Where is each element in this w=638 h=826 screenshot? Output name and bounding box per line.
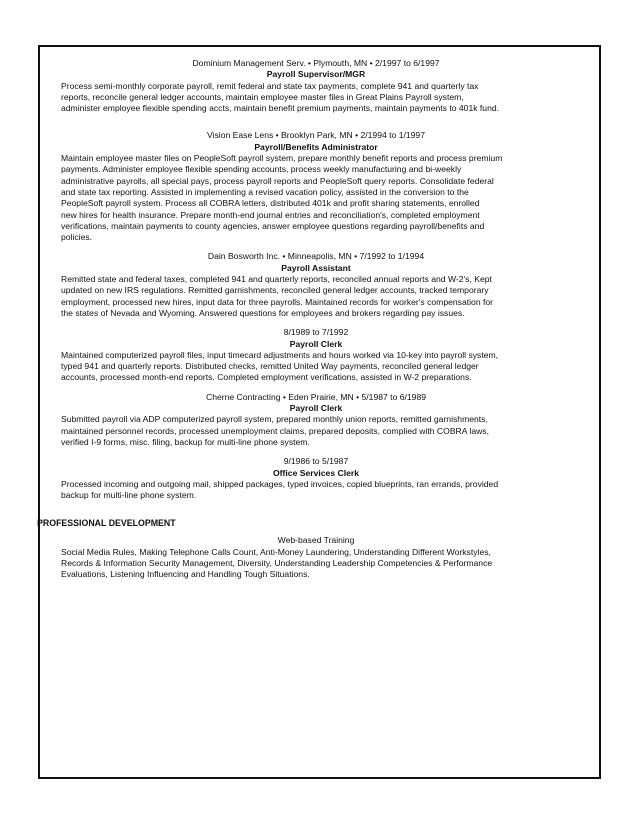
training-line: Social Media Rules, Making Telephone Calls Count, Anti-Money Laundering, Understanding Different Workstyles, [61, 546, 491, 557]
job-title: Payroll Clerk [289, 338, 343, 349]
job-desc-line: policies. [61, 232, 93, 243]
job-entry-cherne [61, 392, 571, 448]
job-entry-1986 [61, 456, 571, 501]
job-entry-dain-bosworth [61, 251, 571, 319]
job-title: Payroll Supervisor/MGR [266, 69, 366, 80]
training-line: Evaluations, Listening Influencing and Handling Tough Situations. [61, 569, 310, 580]
job-header: Dominium Management Serv. • Plymouth, MN • 2/1997 to 6/1997 [192, 58, 440, 68]
job-desc-line: reports, reconcile general ledger accounts, maintain employee master files in Great Plains Payroll system, [61, 91, 464, 102]
job-desc-line: backup for multi-line phone system. [61, 490, 197, 501]
job-desc-line: Process semi-monthly corporate payroll, remit federal and state tax payments, complete 941 and quarterly tax [61, 80, 479, 91]
job-desc-line: administer employee flexible spending accts, maintain benefit premium payments, maintain payments to 401k fund. [61, 103, 500, 114]
job-title: Payroll Assistant [281, 262, 351, 273]
job-title: Payroll/Benefits Administrator [254, 141, 378, 152]
job-desc-line: Maintained computerized payroll files, input timecard adjustments and hours worked via 10-key into payroll system, [61, 349, 499, 360]
job-desc-line: new hires for health insurance. Prepare month-end journal entries and reconciliation's, completed employment [61, 209, 480, 220]
job-desc-line: accounts, processed month-end reports. Completed employment verifications, assisted in W-2 preparations. [61, 372, 472, 383]
section-heading-professional-development: PROFESSIONAL DEVELOPMENT [37, 518, 176, 529]
job-desc-line: verifications, maintain payments to county agencies, answer employee questions regarding payroll/benefits and [61, 220, 485, 231]
professional-development-entry [61, 535, 571, 580]
job-title: Office Services Clerk [273, 467, 359, 478]
resume-content [37, 58, 571, 589]
job-desc-line: the states of Nevada and Wyoming. Answered questions for employees and brokers regarding pay issues. [61, 307, 465, 318]
job-desc-line: maintained personnel records, processed unemployment claims, prepared deposits, complied with COBRA laws, [61, 425, 489, 436]
job-header: 9/1986 to 5/1987 [283, 456, 349, 467]
job-desc-line: payments. Administer employee flexible spending accounts, process weekly manufacturing and bi-weekly [61, 164, 462, 175]
job-title: Payroll Clerk [289, 403, 343, 414]
job-desc-line: Maintain employee master files on PeopleSoft payroll system, prepare monthly benefit reports and process premium [61, 153, 503, 164]
job-entry-dominium [61, 58, 571, 114]
job-header: Cherne Contracting • Eden Prairie, MN • 5/1987 to 6/1989 [205, 391, 427, 402]
job-desc-line: and state tax reporting. Assisted in implementing a revised vacation policy, assisted in the conversion to the [61, 186, 469, 197]
training-line: Records & Information Security Management, Diversity, Understanding Leadership Competencies & Performance [61, 557, 493, 568]
job-desc-line: employment, processed new hires, input data for three payrolls. Maintained records for worker's compensation for [61, 296, 494, 307]
job-entry-vision-ease [61, 130, 571, 243]
training-subheading: Web-based Training [277, 535, 355, 546]
job-desc-line: Submitted payroll via ADP computerized payroll system, prepared monthly union reports, remitted garnishments, [61, 414, 488, 425]
job-desc-line: typed 941 and quarterly reports. Distributed checks, remitted United Way payments, reconciled general ledger [61, 361, 479, 372]
job-desc-line: PeopleSoft payroll system. Process all COBRA letters, distributed 401k and profit sharing statements, enrolled [61, 198, 480, 209]
job-desc-line: updated on new IRS regulations. Remitted garnishments, reconciled general ledger accounts, tracked temporary [61, 285, 489, 296]
job-desc-line: Remitted state and federal taxes, completed 941 and quarterly reports, reconciled annual reports and W-2's, Kept [61, 274, 492, 285]
job-header: Vision Ease Lens • Brooklyn Park, MN • 2/1994 to 1/1997 [207, 130, 425, 141]
job-desc-line: verified I-9 forms, misc. filing, backup for multi-line phone system. [61, 436, 310, 447]
job-header: Dain Bosworth Inc. • Minneapolis, MN • 7/1992 to 1/1994 [207, 251, 425, 262]
job-header: 8/1989 to 7/1992 [283, 327, 349, 338]
job-desc-line: Processed incoming and outgoing mail, shipped packages, typed invoices, copied blueprints, ran errands, provided [61, 478, 499, 489]
job-desc-line: administrative payrolls, all special pays, process payroll reports and PeopleSoft query reports. Consolidate federal [61, 175, 494, 186]
job-entry-1989 [61, 327, 571, 383]
